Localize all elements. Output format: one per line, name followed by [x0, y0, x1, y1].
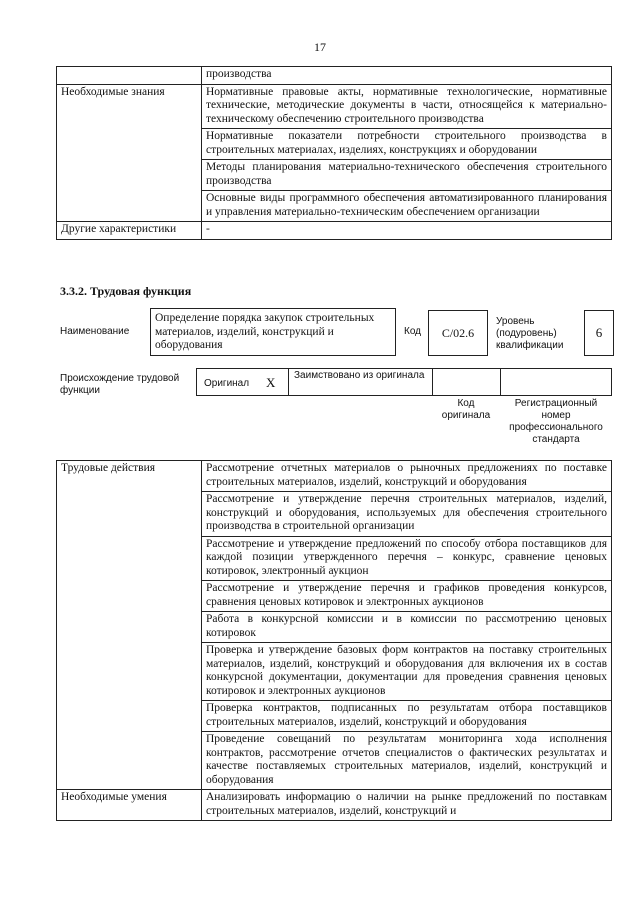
row-label [57, 67, 202, 85]
table-cell: Работа в конкурсной комиссии и в комиссии по рассмотрению ценовых котировок [202, 612, 612, 643]
table-cell: Проверка контрактов, подписанных по результатам отбора поставщиков строительных материалов, изделий, конструкций и оборудования [202, 701, 612, 732]
name-label: Наименование [60, 326, 130, 337]
function-name-box [150, 308, 396, 356]
table-cell: Рассмотрение отчетных материалов о рыночных предложениях по поставке строительных материалов, изделий, конструкций и оборудования [202, 461, 612, 492]
table-cell: Методы планирования материально-технического обеспечения строительного производства [202, 160, 612, 191]
level-label: Уровень (подуровень) квалификации [496, 316, 564, 351]
origin-divider [288, 368, 289, 396]
row-label: Необходимые знания [57, 84, 202, 222]
borrowed-label: Заимствовано из оригинала [294, 370, 425, 381]
row-label: Трудовые действия [57, 461, 202, 790]
reg-caption: Регистрационный номер профессионального стандарта [509, 398, 603, 445]
table-row [57, 84, 612, 129]
code-label: Код [404, 326, 422, 337]
origin-divider [500, 368, 501, 396]
row-label: Необходимые умения [57, 790, 202, 821]
knowledge-table [56, 66, 612, 240]
table-cell: Рассмотрение и утверждение предложений по способу отбора поставщиков для каждой позиции утвержденного перечня – конкурс, сравнение ценовых котировок, электронный аукцион [202, 536, 612, 581]
table-row [57, 67, 612, 85]
row-label: Другие характеристики [57, 222, 202, 240]
origin-divider [432, 368, 433, 396]
level-box [584, 310, 614, 356]
code-value: C/02.6 [441, 326, 475, 340]
level-value: 6 [595, 325, 603, 340]
table-cell: Анализировать информацию о наличии на рынке предложений по поставкам строительных материалов, изделий, конструкций и [202, 790, 612, 821]
function-name-value: Определение порядка закупок строительных материалов, изделий, конструкций и оборудования [155, 312, 375, 351]
table-cell: Проверка и утверждение базовых форм контрактов на поставку строительных материалов, изделий, конструкций и оборудования для включения их в состав конкурсной документации, документации для проведения сравнения ценовых котировок и электронных аукционов [202, 643, 612, 701]
code-box [428, 310, 488, 356]
table-cell: производства [202, 67, 612, 85]
table-cell: Рассмотрение и утверждение перечня и графиков проведения конкурсов, сравнения ценовых котировок и электронных аукционов [202, 581, 612, 612]
table-cell: Рассмотрение и утверждение перечня строительных материалов, изделий, конструкций и оборудования, используемых для обеспечения строительного производства в строительной организации [202, 492, 612, 537]
actions-table [56, 460, 612, 821]
table-row [57, 461, 612, 492]
table-cell: Основные виды программного обеспечения автоматизированного планирования и управления материально-техническим обеспечением организации [202, 191, 612, 222]
code-caption: Код оригинала [441, 398, 491, 421]
origin-label: Происхождение трудовой функции [60, 373, 180, 396]
table-row [57, 790, 612, 821]
section-heading: 3.3.2. Трудовая функция [60, 284, 192, 298]
original-mark: X [266, 375, 276, 390]
table-cell: Нормативные показатели потребности строительного производства в строительных материалах, изделиях, конструкциях и оборудовании [202, 129, 612, 160]
table-cell: Проведение совещаний по результатам мониторинга хода исполнения контрактов, рассмотрение отчетов специалистов о фактических результатах и качестве поставляемых строительных материалов, изделий, конструкций и оборудования [202, 732, 612, 790]
table-cell: - [202, 222, 612, 240]
page-number: 17 [314, 40, 326, 54]
table-cell: Нормативные правовые акты, нормативные технологические, нормативные технические, методические документы в части, относящейся к материально-техническому обеспечению строительного производства [202, 84, 612, 129]
original-label: Оригинал [204, 378, 250, 389]
table-row [57, 222, 612, 240]
